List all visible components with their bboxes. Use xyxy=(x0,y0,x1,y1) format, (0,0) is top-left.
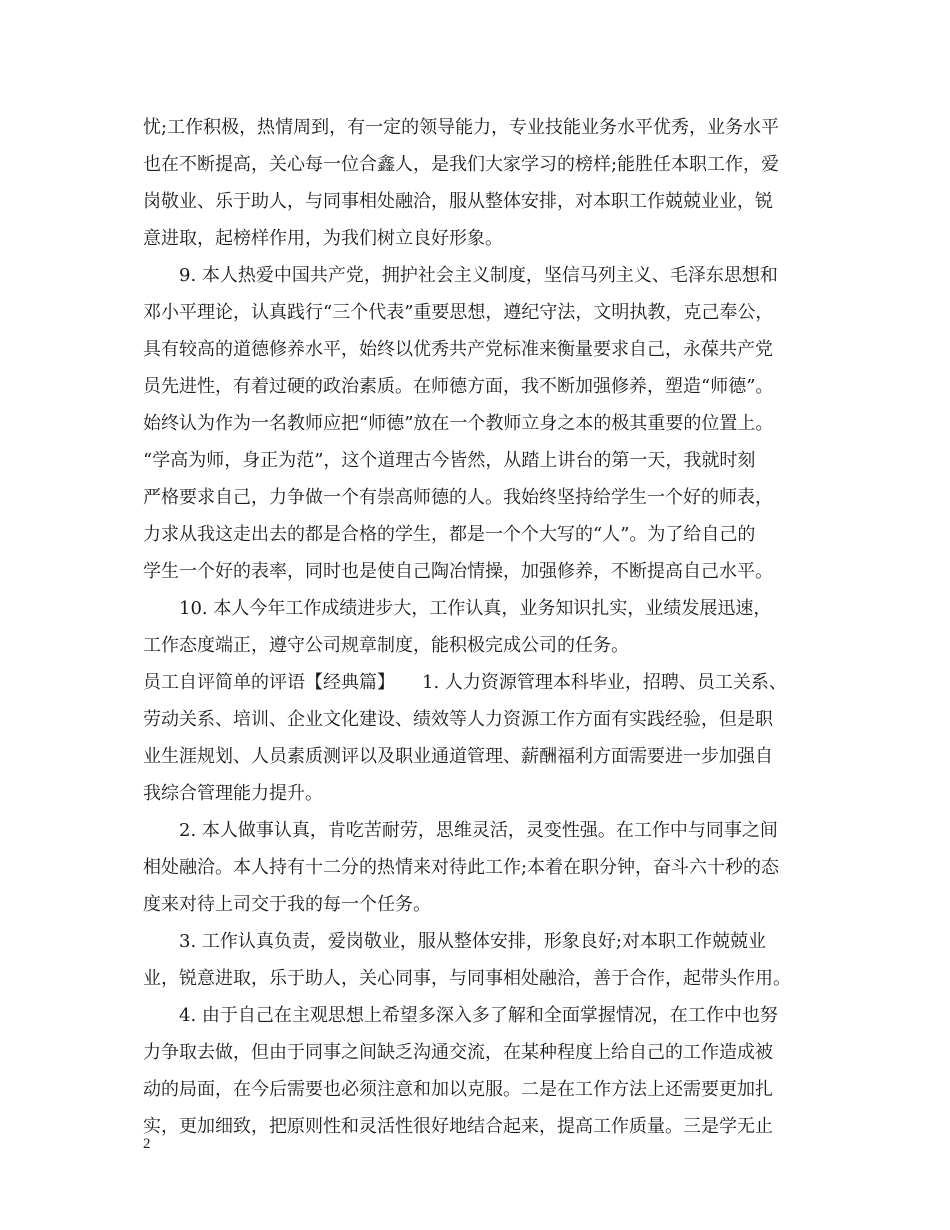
text-line: 劳动关系、培训、企业文化建设、绩效等人力资源工作方面有实践经验，但是职 xyxy=(143,709,773,730)
text-line: 9. 本人热爱中国共产党，拥护社会主义制度，坚信马列主义、毛泽东思想和 xyxy=(179,265,778,286)
text-line: 也在不断提高，关心每一位合鑫人，是我们大家学习的榜样;能胜任本职工作，爱 xyxy=(143,154,780,175)
text-line: 学生一个好的表率，同时也是使自己陶冶情操，加强修养，不断提高自己水平。 xyxy=(143,561,773,582)
text-line: 实，更加细致，把原则性和灵活性很好地结合起来，提高工作质量。三是学无止 xyxy=(143,1116,773,1137)
text-line: 我综合管理能力提升。 xyxy=(143,783,323,804)
text-line: “学高为师，身正为范”，这个道理古今皆然，从踏上讲台的第一天，我就时刻 xyxy=(143,450,756,471)
text-line: 忧;工作积极，热情周到，有一定的领导能力，专业技能业务水平优秀，业务水平 xyxy=(143,117,780,138)
text-line: 员先进性，有着过硬的政治素质。在师德方面，我不断加强修养，塑造“师德”。 xyxy=(143,376,774,397)
text-line: 工作态度端正，遵守公司规章制度，能积极完成公司的任务。 xyxy=(143,635,629,656)
text-line: 业生涯规划、人员素质测评以及职业通道管理、薪酬福利方面需要进一步加强自 xyxy=(143,746,773,767)
body-text xyxy=(143,109,823,1145)
text-line: 员工自评简单的评语【经典篇】 1. 人力资源管理本科毕业，招聘、员工关系、 xyxy=(143,672,787,693)
text-line: 4. 由于自己在主观思想上希望多深入多了解和全面掌握情况，在工作中也努 xyxy=(179,1005,778,1026)
text-line: 相处融洽。本人持有十二分的热情来对待此工作;本着在职分钟，奋斗六十秒的态 xyxy=(143,857,780,878)
page-number: 2 xyxy=(143,1136,151,1152)
text-line: 力争取去做，但由于同事之间缺乏沟通交流，在某种程度上给自己的工作造成被 xyxy=(143,1042,773,1063)
text-line: 邓小平理论，认真践行“三个代表”重要思想，遵纪守法，文明执教，克己奉公， xyxy=(143,302,774,323)
text-line: 严格要求自己，力争做一个有崇高师德的人。我始终坚持给学生一个好的师表， xyxy=(143,487,773,508)
text-line: 业，锐意进取，乐于助人，关心同事，与同事相处融洽，善于合作，起带头作用。 xyxy=(143,968,791,989)
text-line: 始终认为作为一名教师应把“师德”放在一个教师立身之本的极其重要的位置上。 xyxy=(143,413,774,434)
text-line: 3. 工作认真负责，爱岗敬业，服从整体安排，形象良好;对本职工作兢兢业 xyxy=(179,931,766,952)
text-line: 岗敬业、乐于助人，与同事相处融洽，服从整体安排，对本职工作兢兢业业，锐 xyxy=(143,191,773,212)
text-line: 2. 本人做事认真，肯吃苦耐劳，思维灵活，灵变性强。在工作中与同事之间 xyxy=(179,820,778,841)
text-line: 具有较高的道德修养水平，始终以优秀共产党标准来衡量要求自己，永葆共产党 xyxy=(143,339,773,360)
text-line: 力求从我这走出去的都是合格的学生，都是一个个大写的“人”。为了给自己的 xyxy=(143,524,756,545)
text-line: 动的局面，在今后需要也必须注意和加以克服。二是在工作方法上还需要更加扎 xyxy=(143,1079,773,1100)
text-line: 度来对待上司交于我的每一个任务。 xyxy=(143,894,431,915)
text-line: 10. 本人今年工作成绩进步大，工作认真，业务知识扎实，业绩发展迅速， xyxy=(179,598,772,619)
text-line: 意进取，起榜样作用，为我们树立良好形象。 xyxy=(143,228,503,249)
